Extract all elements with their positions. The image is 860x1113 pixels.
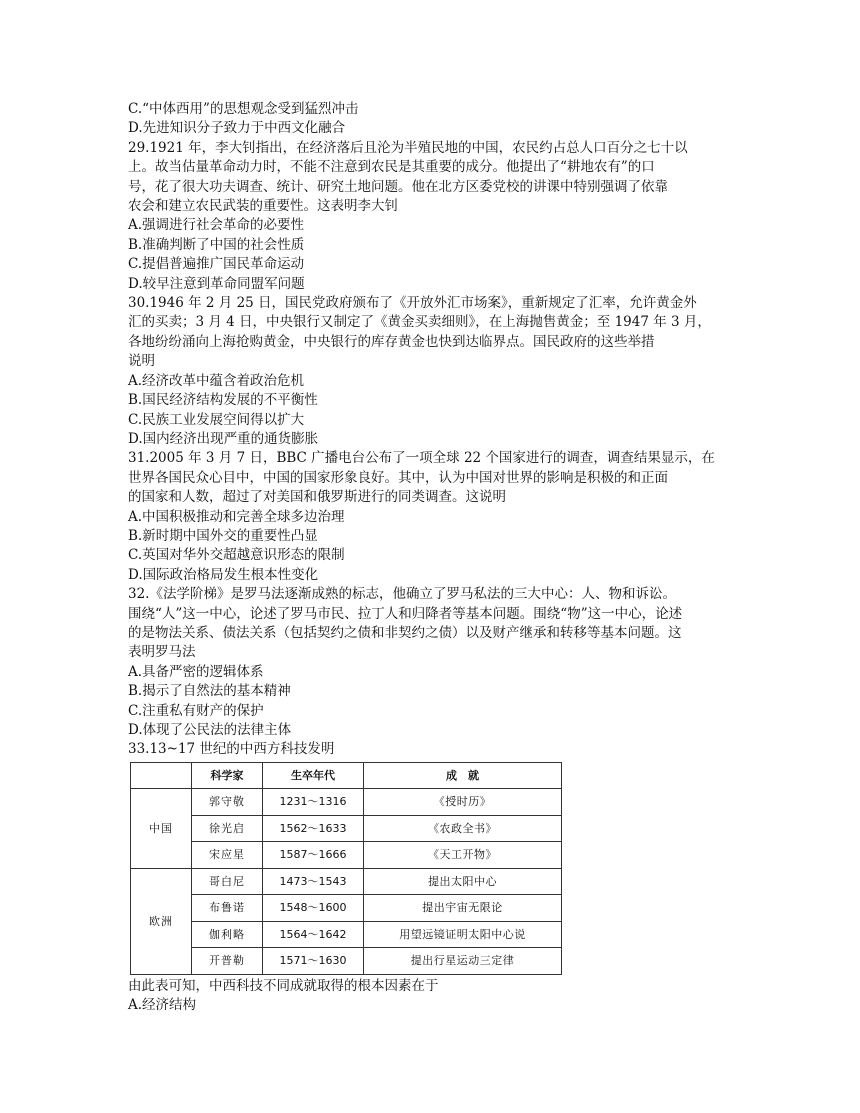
text-line: A.中国积极推动和完善全球多边治理 — [128, 508, 345, 525]
header-region — [131, 762, 192, 789]
text-line: 31.2005 年 3 月 7 日，BBC 广播电台公布了一项全球 22 个国家进行的调查，调查结果显示，在 — [128, 450, 715, 467]
table-row — [131, 921, 562, 948]
table-header-row — [131, 762, 562, 789]
text-line: C.“中体西用”的思想观念受到猛烈冲击 — [128, 101, 359, 117]
scientist-cell: 伽利略 — [192, 921, 263, 948]
text-line: C.英国对华外交超越意识形态的限制 — [128, 547, 345, 564]
text-line: 由此表可知，中西科技不同成就取得的根本因素在于 — [128, 977, 439, 994]
table-row — [131, 895, 562, 922]
years-cell: 1562～1633 — [263, 815, 364, 842]
table-row — [131, 789, 562, 816]
text-line: B.准确判断了中国的社会性质 — [128, 236, 305, 253]
text-line: A.经济结构 — [128, 997, 197, 1014]
scientist-cell: 布鲁诺 — [192, 895, 263, 922]
science-inventions-table — [130, 762, 562, 975]
exam-page-content — [128, 100, 748, 1016]
region-cell: 中国 — [131, 789, 192, 869]
question-text-top — [128, 100, 748, 760]
scientist-cell: 开普勒 — [192, 948, 263, 975]
header-years: 生卒年代 — [263, 762, 364, 789]
scientist-cell: 宋应星 — [192, 842, 263, 869]
years-cell: 1571～1630 — [263, 948, 364, 975]
text-line: A.经济改革中蕴含着政治危机 — [128, 372, 305, 389]
text-line: 说明 — [128, 353, 155, 370]
question-text-bottom — [128, 977, 748, 1016]
text-line: D.先进知识分子致力于中西文化融合 — [128, 120, 346, 137]
text-line: 农会和建立农民武装的重要性。这表明李大钊 — [128, 198, 398, 215]
achievement-cell: 用望远镜证明太阳中心说 — [364, 921, 562, 948]
text-line: 33.13~17 世纪的中西方科技发明 — [128, 741, 335, 758]
text-line: A.具备严密的逻辑体系 — [128, 663, 264, 680]
achievement-cell: 《天工开物》 — [364, 842, 562, 869]
text-line: D.国内经济出现严重的通货膨胀 — [128, 430, 319, 447]
text-line: 世界各国民众心目中，中国的国家形象良好。其中，认为中国对世界的影响是积极的和正面 — [128, 469, 668, 486]
table-row — [131, 815, 562, 842]
text-line: D.体现了公民法的法律主体 — [128, 722, 292, 738]
table-row — [131, 948, 562, 975]
years-cell: 1231～1316 — [263, 789, 364, 816]
text-line: 的国家和人数，超过了对美国和俄罗斯进行的同类调查。这说明 — [128, 489, 506, 506]
table-row — [131, 842, 562, 869]
text-line: 30.1946 年 2 月 25 日，国民党政府颁布了《开放外汇市场案》，重新规定了汇率，允许黄金外 — [128, 295, 697, 312]
text-line: 的是物法关系、债法关系（包括契约之债和非契约之债）以及财产继承和转移等基本问题。这 — [128, 624, 682, 641]
years-cell: 1473～1543 — [263, 868, 364, 895]
region-cell: 欧洲 — [131, 868, 192, 974]
text-line: 上。故当估量革命动力时，不能不注意到农民是其重要的成分。他提出了“耕地农有”的口 — [128, 159, 655, 176]
years-cell: 1548～1600 — [263, 895, 364, 922]
table-row — [131, 868, 562, 895]
scientist-cell: 徐光启 — [192, 815, 263, 842]
scientist-cell: 郭守敬 — [192, 789, 263, 816]
text-line: C.民族工业发展空间得以扩大 — [128, 411, 305, 428]
text-line: C.提倡普遍推广国民革命运动 — [128, 256, 305, 273]
achievement-cell: 提出行星运动三定律 — [364, 948, 562, 975]
text-line: C.注重私有财产的保护 — [128, 702, 264, 719]
text-line: B.国民经济结构发展的不平衡性 — [128, 392, 318, 409]
scientist-cell: 哥白尼 — [192, 868, 263, 895]
achievement-cell: 《农政全书》 — [364, 815, 562, 842]
text-line: B.揭示了自然法的基本精神 — [128, 683, 291, 700]
text-line: 表明罗马法 — [128, 644, 196, 661]
header-scientist: 科学家 — [192, 762, 263, 789]
science-table-container — [130, 762, 748, 975]
text-line: 号，花了很大功夫调查、统计、研究土地问题。他在北方区委党校的讲课中特别强调了依靠 — [128, 178, 668, 195]
text-line: 32.《法学阶梯》是罗马法逐渐成熟的标志，他确立了罗马私法的三大中心：人、物和诉讼。 — [128, 586, 676, 603]
text-line: 围绕“人”这一中心，论述了罗马市民、拉丁人和归降者等基本问题。围绕“物”这一中心，论述 — [128, 605, 683, 622]
years-cell: 1587～1666 — [263, 842, 364, 869]
text-line: 各地纷纷涌向上海抢购黄金，中央银行的库存黄金也快到达临界点。国民政府的这些举措 — [128, 333, 655, 350]
text-line: D.较早注意到革命同盟军问题 — [128, 275, 305, 292]
text-line: 29.1921 年，李大钊指出，在经济落后且沦为半殖民地的中国，农民约占总人口百分之七十以 — [128, 139, 688, 156]
text-line: A.强调进行社会革命的必要性 — [128, 217, 305, 234]
achievement-cell: 《授时历》 — [364, 789, 562, 816]
text-line: D.国际政治格局发生根本性变化 — [128, 566, 319, 583]
years-cell: 1564～1642 — [263, 921, 364, 948]
achievement-cell: 提出宇宙无限论 — [364, 895, 562, 922]
header-achievement: 成 就 — [364, 762, 562, 789]
text-line: B.新时期中国外交的重要性凸显 — [128, 527, 318, 544]
text-line: 汇的买卖；3 月 4 日，中央银行又制定了《黄金买卖细则》，在上海抛售黄金；至 1947 年 3 月， — [128, 314, 711, 331]
achievement-cell: 提出太阳中心 — [364, 868, 562, 895]
